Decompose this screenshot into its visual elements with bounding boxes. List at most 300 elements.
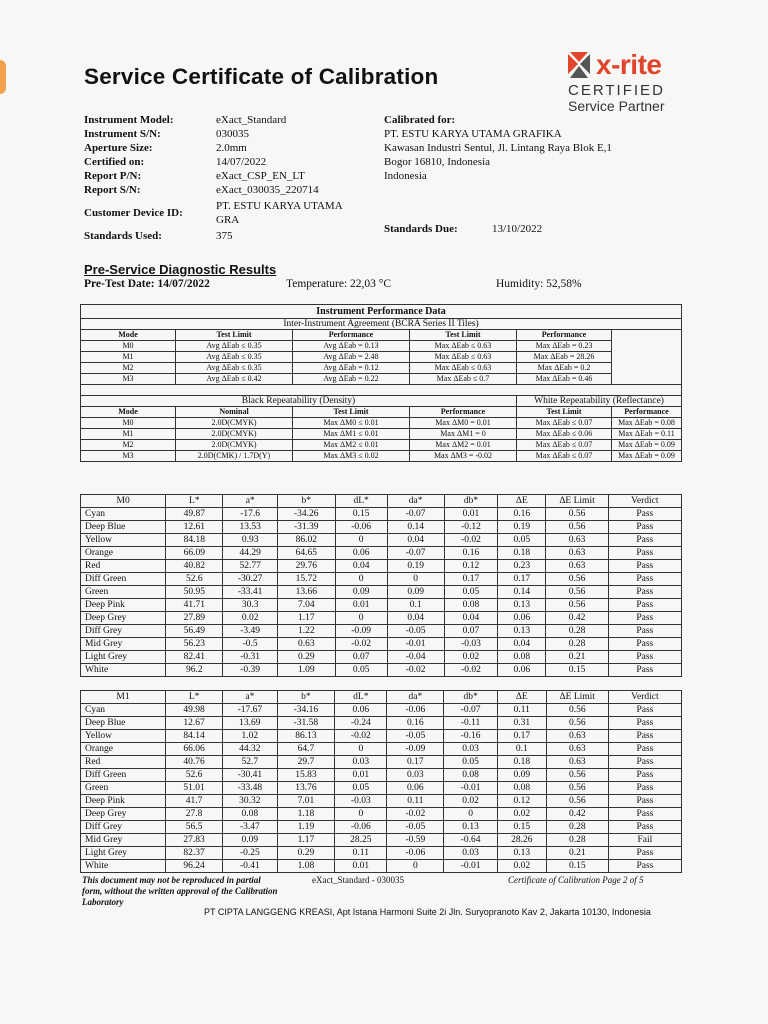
- value-cell: 0.56: [546, 521, 608, 534]
- col-header: b*: [277, 691, 335, 704]
- value-cell: 0.29: [277, 847, 335, 860]
- value-cell: 0.02: [444, 651, 498, 664]
- col-header: a*: [223, 691, 277, 704]
- col-header: Performance: [293, 330, 410, 341]
- repeatability-row: [81, 429, 682, 440]
- value-cell: 13.69: [223, 717, 277, 730]
- info-row: [84, 229, 366, 243]
- value-cell: 56.49: [166, 625, 223, 638]
- value-cell: 0.06: [335, 547, 387, 560]
- m1-table: [80, 690, 682, 873]
- value-cell: 1.19: [277, 821, 335, 834]
- value-cell: 52.6: [166, 573, 223, 586]
- patch-name: White: [81, 664, 166, 677]
- inter-cell: Max ΔEab ≤ 0.63: [410, 363, 517, 374]
- value-cell: 64.65: [277, 547, 335, 560]
- value-cell: 66.06: [166, 743, 223, 756]
- value-cell: 44.29: [223, 547, 277, 560]
- table-row: [81, 704, 682, 717]
- empty-cell: [612, 374, 682, 385]
- col-header: a*: [223, 495, 277, 508]
- value-cell: 27.8: [166, 808, 223, 821]
- value-cell: -0.41: [223, 860, 277, 873]
- value-cell: 0.09: [387, 586, 444, 599]
- value-cell: 0.28: [546, 625, 608, 638]
- col-header: Nominal: [176, 407, 293, 418]
- logo-brand: x-rite: [596, 49, 662, 80]
- table-row: [81, 573, 682, 586]
- value-cell: 0.17: [498, 573, 546, 586]
- repeatability-row: [81, 418, 682, 429]
- verdict-cell: Pass: [608, 782, 681, 795]
- value-cell: 0.16: [444, 547, 498, 560]
- value-cell: 0.15: [546, 664, 608, 677]
- info-label: Certified on:: [84, 156, 145, 168]
- col-header: Performance: [410, 407, 517, 418]
- value-cell: 0.08: [444, 769, 498, 782]
- value-cell: 56.23: [166, 638, 223, 651]
- repeatability-cell: 2.0D(CMK) / 1.7D(Y): [176, 451, 293, 462]
- patch-name: Deep Blue: [81, 521, 166, 534]
- value-cell: 0.03: [444, 743, 498, 756]
- value-cell: 0.07: [444, 625, 498, 638]
- value-cell: -0.12: [444, 521, 498, 534]
- value-cell: -0.11: [444, 717, 498, 730]
- col-header: ΔE Limit: [546, 691, 608, 704]
- value-cell: 0.56: [546, 704, 608, 717]
- repeatability-cell: M1: [81, 429, 176, 440]
- value-cell: 0.13: [497, 847, 546, 860]
- value-cell: 52.6: [166, 769, 223, 782]
- inter-row: [81, 363, 682, 374]
- value-cell: 12.67: [166, 717, 223, 730]
- info-label: Report P/N:: [84, 170, 142, 182]
- info-value: eXact_CSP_EN_LT: [216, 170, 305, 182]
- value-cell: 0.56: [546, 795, 608, 808]
- value-cell: -0.05: [387, 625, 444, 638]
- inter-cell: Avg ΔEab ≤ 0.35: [176, 363, 293, 374]
- col-header: da*: [387, 691, 444, 704]
- value-cell: 0.28: [546, 821, 608, 834]
- value-cell: 0.13: [498, 625, 546, 638]
- empty-cell: [612, 330, 682, 341]
- value-cell: 0.63: [546, 547, 608, 560]
- value-cell: 0: [387, 860, 444, 873]
- value-cell: -0.06: [335, 821, 387, 834]
- verdict-cell: Pass: [608, 769, 681, 782]
- value-cell: 44.32: [223, 743, 277, 756]
- xrite-logo: [566, 50, 686, 113]
- col-header: dL*: [335, 691, 387, 704]
- verdict-cell: Pass: [608, 560, 681, 573]
- info-value: 375: [216, 230, 233, 242]
- value-cell: -17.6: [223, 508, 277, 521]
- value-cell: 0.93: [223, 534, 277, 547]
- repeatability-cell: M0: [81, 418, 176, 429]
- table-row: [81, 560, 682, 573]
- value-cell: 0.05: [498, 534, 546, 547]
- col-header: db*: [444, 691, 498, 704]
- logo-certified: CERTIFIED: [568, 82, 665, 99]
- value-cell: -0.04: [387, 651, 444, 664]
- value-cell: 0.01: [444, 508, 498, 521]
- inter-row: [81, 352, 682, 363]
- value-cell: 0: [335, 808, 387, 821]
- value-cell: 0.04: [498, 638, 546, 651]
- verdict-cell: Pass: [608, 860, 681, 873]
- value-cell: 0: [335, 534, 387, 547]
- table-row: [81, 664, 682, 677]
- inter-row: [81, 374, 682, 385]
- value-cell: 0.11: [335, 847, 387, 860]
- value-cell: 7.04: [277, 599, 335, 612]
- repeatability-cell: 2.0D(CMYK): [176, 440, 293, 451]
- value-cell: -0.01: [387, 638, 444, 651]
- patch-name: Mid Grey: [81, 834, 166, 847]
- value-cell: 0.04: [444, 612, 498, 625]
- value-cell: 0.21: [546, 651, 608, 664]
- value-cell: 0.1: [497, 743, 546, 756]
- value-cell: -0.03: [335, 795, 387, 808]
- value-cell: -0.05: [387, 821, 444, 834]
- value-cell: -0.09: [335, 625, 387, 638]
- value-cell: 51.01: [166, 782, 223, 795]
- value-cell: 29.76: [277, 560, 335, 573]
- inter-cell: M2: [81, 363, 176, 374]
- info-label: Standards Used:: [84, 230, 162, 242]
- repeatability-cell: Max ΔEab = 0.09: [612, 440, 682, 451]
- col-header: db*: [444, 495, 498, 508]
- verdict-cell: Pass: [608, 743, 681, 756]
- value-cell: 0.02: [223, 612, 277, 625]
- value-cell: -0.5: [223, 638, 277, 651]
- value-cell: 0.16: [387, 717, 444, 730]
- performance-title: Instrument Performance Data: [81, 305, 682, 319]
- patch-name: Deep Grey: [81, 612, 166, 625]
- value-cell: 0.15: [546, 860, 608, 873]
- patch-name: Red: [81, 756, 166, 769]
- value-cell: 0.08: [498, 651, 546, 664]
- col-header: Test Limit: [293, 407, 410, 418]
- value-cell: 0.13: [498, 599, 546, 612]
- patch-name: Diff Grey: [81, 821, 166, 834]
- value-cell: 0.63: [546, 756, 608, 769]
- info-row: [84, 141, 366, 155]
- value-cell: 82.41: [166, 651, 223, 664]
- value-cell: 13.53: [223, 521, 277, 534]
- value-cell: -3.49: [223, 625, 277, 638]
- value-cell: 30.32: [223, 795, 277, 808]
- value-cell: 0.16: [498, 508, 546, 521]
- col-header: Test Limit: [176, 330, 293, 341]
- value-cell: 0.06: [498, 664, 546, 677]
- value-cell: 49.98: [166, 704, 223, 717]
- info-row: [84, 169, 366, 183]
- inter-cell: Max ΔEab = 0.46: [517, 374, 612, 385]
- verdict-cell: Pass: [608, 808, 681, 821]
- value-cell: 64.7: [277, 743, 335, 756]
- verdict-cell: Pass: [608, 612, 681, 625]
- patch-name: Mid Grey: [81, 638, 166, 651]
- inter-cell: Avg ΔEab ≤ 0.35: [176, 352, 293, 363]
- value-cell: 1.17: [277, 612, 335, 625]
- col-header: da*: [387, 495, 444, 508]
- value-cell: 0.01: [335, 860, 387, 873]
- repeatability-cell: Max ΔM2 = 0.01: [410, 440, 517, 451]
- repeatability-cell: 2.0D(CMYK): [176, 429, 293, 440]
- value-cell: 0.09: [335, 586, 387, 599]
- xrite-logo-icon: [566, 52, 592, 78]
- patch-name: Deep Pink: [81, 795, 166, 808]
- repeatability-cell: M2: [81, 440, 176, 451]
- table-row: [81, 821, 682, 834]
- value-cell: 0.17: [444, 573, 498, 586]
- value-cell: -0.09: [387, 743, 444, 756]
- verdict-cell: Pass: [608, 573, 681, 586]
- verdict-cell: Fail: [608, 834, 681, 847]
- table-row: [81, 717, 682, 730]
- inter-cell: Max ΔEab = 0.23: [517, 341, 612, 352]
- patch-name: Cyan: [81, 508, 166, 521]
- value-cell: 0.28: [546, 834, 608, 847]
- value-cell: 0.18: [498, 547, 546, 560]
- value-cell: 52.77: [223, 560, 277, 573]
- value-cell: -0.02: [444, 664, 498, 677]
- value-cell: 96.2: [166, 664, 223, 677]
- footer-page: Certificate of Calibration Page 2 of 5: [508, 875, 644, 885]
- patch-name: Deep Pink: [81, 599, 166, 612]
- value-cell: 0.04: [335, 560, 387, 573]
- value-cell: 0.08: [444, 599, 498, 612]
- value-cell: -0.02: [387, 808, 444, 821]
- repeatability-cell: Max ΔEab ≤ 0.07: [517, 440, 612, 451]
- value-cell: 0.56: [546, 599, 608, 612]
- info-row: [84, 113, 366, 127]
- verdict-cell: Pass: [608, 847, 681, 860]
- value-cell: -0.31: [223, 651, 277, 664]
- calibrated-for-line: Kawasan Industri Sentul, Jl. Lintang Raya Blok E,1: [384, 142, 612, 154]
- table-row: [81, 795, 682, 808]
- standards-due: [384, 222, 542, 236]
- performance-table: [80, 304, 682, 462]
- repeatability-cell: Max ΔEab = 0.11: [612, 429, 682, 440]
- inter-cell: Max ΔEab = 0.2: [517, 363, 612, 374]
- value-cell: 30.3: [223, 599, 277, 612]
- patch-name: Red: [81, 560, 166, 573]
- inter-cell: Max ΔEab ≤ 0.7: [410, 374, 517, 385]
- value-cell: 0.12: [497, 795, 546, 808]
- inter-title: Inter-Instrument Agreement (BCRA Series II Tiles): [81, 319, 682, 330]
- value-cell: -0.24: [335, 717, 387, 730]
- value-cell: 1.22: [277, 625, 335, 638]
- empty-cell: [612, 341, 682, 352]
- footer-address: PT CIPTA LANGGENG KREASI, Apt Istana Harmoni Suite 2i Jln. Suryopranoto Kav 2, Jakarta 10130, Indonesia: [204, 907, 651, 917]
- table-row: [81, 743, 682, 756]
- table-row: [81, 612, 682, 625]
- value-cell: 0.07: [335, 651, 387, 664]
- verdict-cell: Pass: [608, 664, 681, 677]
- patch-name: Orange: [81, 743, 166, 756]
- value-cell: 0.63: [546, 560, 608, 573]
- calibrated-for-line: Indonesia: [384, 170, 427, 182]
- col-header: L*: [166, 495, 223, 508]
- value-cell: 84.14: [166, 730, 223, 743]
- value-cell: 0.02: [444, 795, 498, 808]
- value-cell: 41.7: [166, 795, 223, 808]
- table-row: [81, 508, 682, 521]
- value-cell: 0.06: [498, 612, 546, 625]
- value-cell: 0.21: [546, 847, 608, 860]
- value-cell: -0.59: [387, 834, 444, 847]
- value-cell: -0.16: [444, 730, 498, 743]
- value-cell: -0.02: [335, 638, 387, 651]
- value-cell: 0.29: [277, 651, 335, 664]
- repeatability-cell: Max ΔEab = 0.08: [612, 418, 682, 429]
- table-row: [81, 847, 682, 860]
- repeatability-cell: 2.0D(CMYK): [176, 418, 293, 429]
- calibrated-for-line: Bogor 16810, Indonesia: [384, 156, 491, 168]
- patch-name: Orange: [81, 547, 166, 560]
- value-cell: 27.89: [166, 612, 223, 625]
- empty-cell: [612, 363, 682, 374]
- value-cell: -34.26: [277, 508, 335, 521]
- verdict-cell: Pass: [608, 521, 681, 534]
- verdict-cell: Pass: [608, 730, 681, 743]
- value-cell: 86.13: [277, 730, 335, 743]
- patch-name: Deep Blue: [81, 717, 166, 730]
- value-cell: -0.02: [444, 534, 498, 547]
- patch-name: White: [81, 860, 166, 873]
- value-cell: 1.08: [277, 860, 335, 873]
- value-cell: 0.02: [497, 860, 546, 873]
- footer-doc-id: eXact_Standard - 030035: [312, 875, 404, 885]
- temperature: Temperature: 22,03 °C: [286, 278, 392, 290]
- value-cell: 13.66: [277, 586, 335, 599]
- value-cell: 0.04: [387, 612, 444, 625]
- value-cell: -31.39: [277, 521, 335, 534]
- value-cell: 96.24: [166, 860, 223, 873]
- value-cell: -0.06: [387, 847, 444, 860]
- calibrated-for: [384, 113, 684, 183]
- patch-name: Cyan: [81, 704, 166, 717]
- value-cell: 0.05: [335, 782, 387, 795]
- value-cell: -0.39: [223, 664, 277, 677]
- col-header: Mode: [81, 330, 176, 341]
- value-cell: -0.03: [444, 638, 498, 651]
- patch-name: Light Grey: [81, 847, 166, 860]
- value-cell: -0.02: [335, 730, 387, 743]
- value-cell: 0.18: [497, 756, 546, 769]
- value-cell: 0.63: [546, 534, 608, 547]
- col-header: b*: [277, 495, 335, 508]
- value-cell: 0.17: [387, 756, 444, 769]
- verdict-cell: Pass: [608, 651, 681, 664]
- info-label: Instrument S/N:: [84, 128, 161, 140]
- patch-name: Deep Grey: [81, 808, 166, 821]
- info-row: [84, 155, 366, 169]
- value-cell: 0.19: [387, 560, 444, 573]
- standards-due-value: 13/10/2022: [492, 223, 543, 235]
- table-row: [81, 730, 682, 743]
- patch-name: Light Grey: [81, 651, 166, 664]
- value-cell: 0.63: [546, 743, 608, 756]
- value-cell: 28.25: [335, 834, 387, 847]
- col-header: ΔE: [498, 495, 546, 508]
- footer-disclaimer: This document may not be reproduced in partial form, without the written approval of the Calibration Laboratory: [82, 875, 278, 907]
- repeatability-cell: Max ΔM3 ≤ 0.02: [293, 451, 410, 462]
- value-cell: 0.56: [546, 717, 608, 730]
- pre-test-date: Pre-Test Date: 14/07/2022: [84, 278, 210, 290]
- patch-name: Diff Green: [81, 573, 166, 586]
- table-row: [81, 782, 682, 795]
- value-cell: 0.17: [497, 730, 546, 743]
- value-cell: 0.11: [497, 704, 546, 717]
- value-cell: 0.01: [335, 769, 387, 782]
- col-header: Test Limit: [410, 330, 517, 341]
- repeatability-cell: Max ΔM1 = 0: [410, 429, 517, 440]
- info-row: [84, 127, 366, 141]
- col-header: L*: [166, 691, 223, 704]
- repeatability-cell: Max ΔM0 = 0.01: [410, 418, 517, 429]
- spacer-row: [81, 385, 682, 396]
- patch-name: Diff Green: [81, 769, 166, 782]
- value-cell: 28.26: [497, 834, 546, 847]
- inter-row: [81, 341, 682, 352]
- value-cell: 13.76: [277, 782, 335, 795]
- value-cell: -0.07: [387, 508, 444, 521]
- patch-name: Diff Grey: [81, 625, 166, 638]
- value-cell: 1.02: [223, 730, 277, 743]
- value-cell: 0.28: [546, 638, 608, 651]
- value-cell: 0.56: [546, 508, 608, 521]
- value-cell: 0.06: [335, 704, 387, 717]
- value-cell: 0: [444, 808, 498, 821]
- value-cell: 0.01: [335, 599, 387, 612]
- table-row: [81, 834, 682, 847]
- standards-due-label: Standards Due:: [384, 223, 458, 235]
- col-header: Test Limit: [517, 407, 612, 418]
- value-cell: 0.15: [497, 821, 546, 834]
- value-cell: 86.02: [277, 534, 335, 547]
- value-cell: 0.11: [387, 795, 444, 808]
- value-cell: 0.14: [498, 586, 546, 599]
- repeatability-cell: Max ΔEab ≤ 0.07: [517, 451, 612, 462]
- value-cell: -34.16: [277, 704, 335, 717]
- value-cell: 1.18: [277, 808, 335, 821]
- value-cell: 0.42: [546, 612, 608, 625]
- repeatability-cell: Max ΔEab ≤ 0.07: [517, 418, 612, 429]
- value-cell: -0.01: [444, 860, 498, 873]
- inter-cell: Avg ΔEab ≤ 0.42: [176, 374, 293, 385]
- value-cell: 0.19: [498, 521, 546, 534]
- verdict-cell: Pass: [608, 704, 681, 717]
- patch-name: Yellow: [81, 730, 166, 743]
- inter-cell: Avg ΔEab = 2.48: [293, 352, 410, 363]
- repeatability-cell: Max ΔEab ≤ 0.06: [517, 429, 612, 440]
- info-value: eXact_030035_220714: [216, 184, 319, 196]
- value-cell: 0.05: [444, 586, 498, 599]
- value-cell: 0.13: [444, 821, 498, 834]
- verdict-cell: Pass: [608, 821, 681, 834]
- repeatability-cell: M3: [81, 451, 176, 462]
- table-row: [81, 521, 682, 534]
- value-cell: 40.82: [166, 560, 223, 573]
- value-cell: 0: [387, 573, 444, 586]
- col-header: Verdict: [608, 691, 681, 704]
- value-cell: 1.17: [277, 834, 335, 847]
- value-cell: 0.56: [546, 586, 608, 599]
- info-value: 030035: [216, 128, 249, 140]
